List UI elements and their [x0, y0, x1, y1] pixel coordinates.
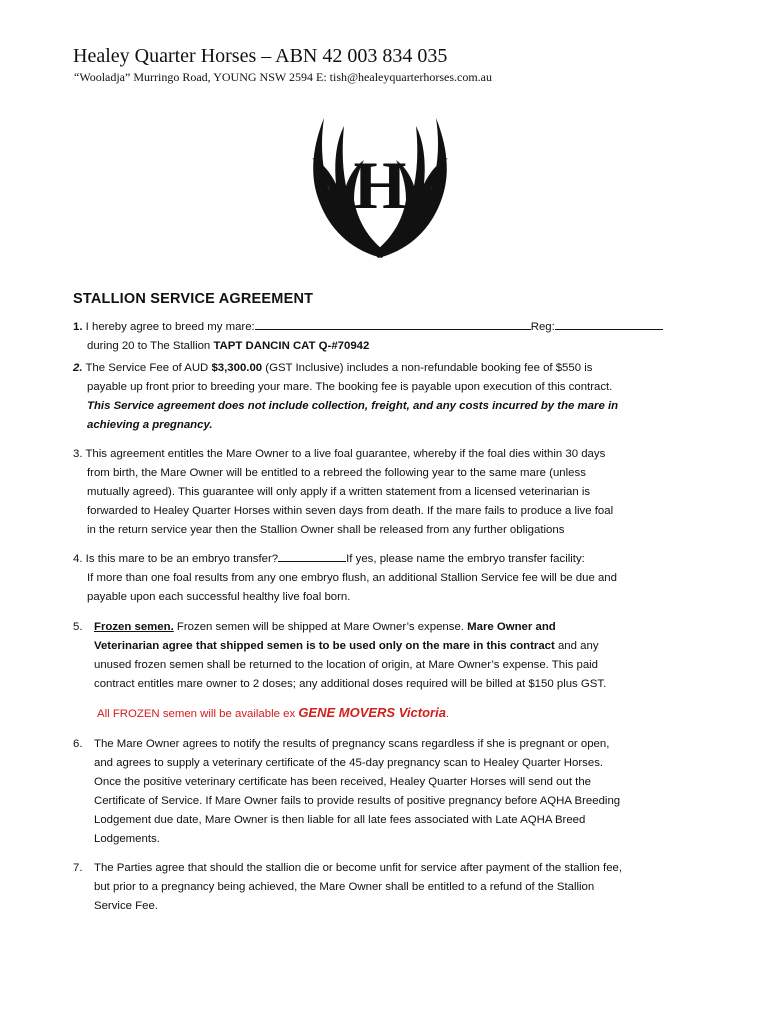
clause-2: 2. The Service Fee of AUD $3,300.00 (GST Inclusive) includes a non-refundable booking fee of $550 is payable up front prior to breeding your mare. The booking fee is payable upon execution of this contract. This Service agreement does not include collection, freight, and any costs incurred by the mare in achieving a pregnancy. [73, 362, 619, 431]
antler-logo [290, 100, 470, 265]
stallion-name: TAPT DANCIN CAT Q-#70942 [213, 340, 370, 352]
agreement-heading: STALLION SERVICE AGREEMENT [73, 291, 314, 307]
clause-7: 7. The Parties agree that should the stallion die or become unfit for service after payment of the stallion fee, but prior to a pregnancy being achieved, the Mare Owner shall be entitled to a refund of the Stallion Service Fee. [73, 862, 623, 912]
clause-6: 6. The Mare Owner agrees to notify the results of pregnancy scans regardless if she is pregnant or open, and agrees to supply a veterinary certificate of the 45-day pregnancy scan to Healey Quarter Horses. Once the positive veterinary certificate has been received, Healey Quarter Horses will send out the Certificate of Service. If Mare Owner fails to provide results of positive pregnancy before AQHA Breeding Lodgement due date, Mare Owner is then liable for all late fees associated with Late AQHA Breed Lodgements. [73, 738, 621, 845]
company-address: “Wooladja” Murringo Road, YOUNG NSW 2594 E: tish@healeyquarterhorses.com.au [74, 70, 492, 84]
gene-movers-name: GENE MOVERS Victoria [298, 705, 446, 720]
clause-1-number: 1. [73, 321, 83, 333]
clause-3: 3. This agreement entitles the Mare Owner to a live foal guarantee, whereby if the foal dies within 30 days from birth, the Mare Owner will be entitled to a rebreed the following year to the same mare (unless mutually agreed). This guarantee will only apply if a written statement from a licensed veterinarian is forwarded to Healey Quarter Horses within seven days from death. If the mare fails to produce a live foal in the return service year then the Stallion Owner shall be released from any further obligations [73, 448, 614, 536]
company-title: Healey Quarter Horses – ABN 42 003 834 035 [73, 45, 448, 67]
clause-4: 4. Is this mare to be an embryo transfer? If yes, please name the embryo transfer facility: If more than one foal results from any one embryo flush, an additional Stallion Service fee will be due and payable upon each successful healthy live foal born. [73, 549, 617, 607]
clause-5: 5. Frozen semen. Frozen semen will be shipped at Mare Owner’s expense. Mare Owner and Veterinarian agree that shipped semen is to be used only on the mare in this contract and any unused frozen semen shall be returned to the location of origin, at Mare Owner’s expense. This paid contract entitles mare owner to 2 doses; any additional doses required will be billed at $150 plus GST. [73, 621, 607, 690]
logo-letter: H [353, 147, 407, 223]
clause-1: 1. I hereby agree to breed my mare: Reg: during 20 to The Stallion TAPT DANCIN CAT Q-#70942 [73, 317, 663, 356]
service-fee: $3,300.00 [211, 362, 263, 374]
reg-field[interactable] [555, 317, 663, 330]
embryo-transfer-field[interactable] [278, 549, 346, 562]
frozen-semen-title: Frozen semen. [94, 621, 174, 633]
frozen-semen-note: All FROZEN semen will be available ex GENE MOVERS Victoria. [97, 705, 450, 720]
mare-name-field[interactable] [255, 317, 531, 330]
